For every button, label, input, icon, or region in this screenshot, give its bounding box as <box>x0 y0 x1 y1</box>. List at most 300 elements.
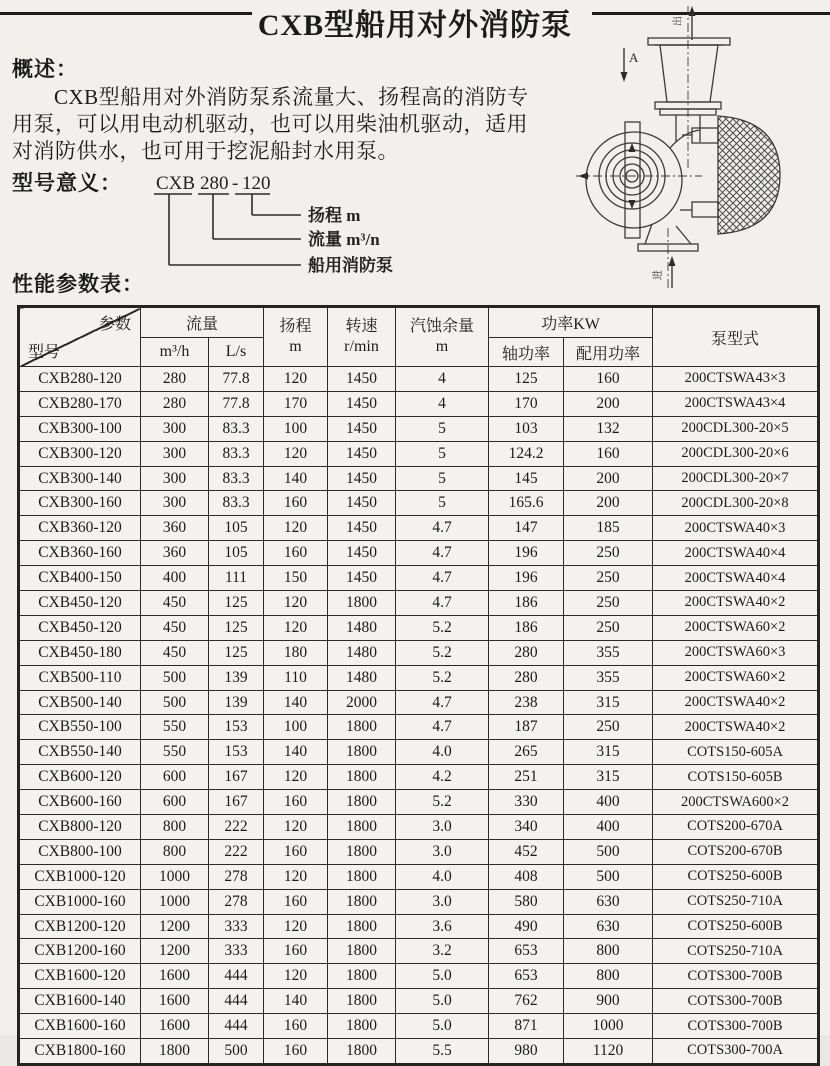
cell-value: 170 <box>264 391 328 416</box>
cell-value: 360 <box>141 516 209 541</box>
cell-value: 4.7 <box>396 516 489 541</box>
cell-value: 186 <box>489 591 564 616</box>
header-npsh <box>396 307 489 367</box>
cell-value: 444 <box>209 1014 264 1039</box>
table-row <box>19 964 819 989</box>
cell-model: CXB300-120 <box>19 441 141 466</box>
cell-value: 200 <box>564 491 653 516</box>
model-code-head: 120 <box>242 173 271 194</box>
cell-pump-type: 200CTSWA43×3 <box>653 367 819 392</box>
overview-line-1: CXB型船用对外消防泵系流量大、扬程高的消防专 <box>54 85 529 109</box>
cell-pump-type: 200CDL300-20×5 <box>653 416 819 441</box>
cell-value: 3.0 <box>396 815 489 840</box>
cell-value: 160 <box>264 889 328 914</box>
cell-value: 145 <box>489 466 564 491</box>
table-row <box>19 765 819 790</box>
cell-value: 5.0 <box>396 989 489 1014</box>
corner-model-label: 型号 <box>28 344 61 361</box>
cell-pump-type: COTS300-700B <box>653 1014 819 1039</box>
cell-value: 630 <box>564 914 653 939</box>
cell-value: 153 <box>209 715 264 740</box>
cell-pump-type: COTS250-710A <box>653 939 819 964</box>
cell-value: 238 <box>489 690 564 715</box>
table-row <box>19 416 819 441</box>
header-npsh-unit: m <box>435 338 449 355</box>
cell-value: 120 <box>264 914 328 939</box>
cell-value: 222 <box>209 815 264 840</box>
cell-value: 160 <box>264 939 328 964</box>
pump-drawing-svg <box>572 0 830 292</box>
cell-value: 1800 <box>328 1014 396 1039</box>
table-row <box>19 541 819 566</box>
cell-value: 103 <box>489 416 564 441</box>
cell-value: 1450 <box>328 391 396 416</box>
cell-value: 1450 <box>328 367 396 392</box>
cell-value: 280 <box>489 665 564 690</box>
cell-value: 1600 <box>141 1014 209 1039</box>
cell-model: CXB1000-120 <box>19 864 141 889</box>
cell-value: 4 <box>396 391 489 416</box>
table-row <box>19 1014 819 1039</box>
cell-model: CXB280-120 <box>19 367 141 392</box>
cell-value: 5.0 <box>396 964 489 989</box>
cell-pump-type: COTS200-670B <box>653 839 819 864</box>
cell-pump-type: 200CTSWA40×3 <box>653 516 819 541</box>
cell-value: 139 <box>209 665 264 690</box>
model-code-dash: - <box>232 173 239 194</box>
cell-value: 300 <box>141 491 209 516</box>
cell-value: 450 <box>141 640 209 665</box>
performance-table <box>17 305 820 1066</box>
cell-value: 1800 <box>328 815 396 840</box>
cell-value: 653 <box>489 964 564 989</box>
cell-value: 2000 <box>328 690 396 715</box>
cell-value: 1800 <box>141 1039 209 1065</box>
cell-value: 160 <box>564 441 653 466</box>
cell-model: CXB550-100 <box>19 715 141 740</box>
cell-pump-type: COTS300-700B <box>653 964 819 989</box>
cell-pump-type: 200CTSWA40×2 <box>653 690 819 715</box>
cell-pump-type: COTS250-600B <box>653 864 819 889</box>
cell-model: CXB300-160 <box>19 491 141 516</box>
cell-value: 3.6 <box>396 914 489 939</box>
cell-model: CXB1600-160 <box>19 1014 141 1039</box>
cell-value: 300 <box>141 441 209 466</box>
header-speed <box>328 307 396 367</box>
cell-value: 5.2 <box>396 665 489 690</box>
cell-value: 4 <box>396 367 489 392</box>
cell-value: 1480 <box>328 665 396 690</box>
cell-value: 5 <box>396 466 489 491</box>
table-row <box>19 367 819 392</box>
cell-value: 160 <box>564 367 653 392</box>
cell-value: 105 <box>209 541 264 566</box>
cell-model: CXB1000-160 <box>19 889 141 914</box>
cell-value: 800 <box>564 964 653 989</box>
cell-value: 167 <box>209 765 264 790</box>
cell-value: 196 <box>489 541 564 566</box>
model-code-flow: 280 <box>200 173 229 194</box>
cell-value: 250 <box>564 615 653 640</box>
cell-value: 340 <box>489 815 564 840</box>
cell-value: 5 <box>396 491 489 516</box>
cell-model: CXB600-160 <box>19 790 141 815</box>
cell-value: 265 <box>489 740 564 765</box>
table-row <box>19 889 819 914</box>
table-body <box>19 367 819 1065</box>
cell-model: CXB800-120 <box>19 815 141 840</box>
cell-model: CXB360-160 <box>19 541 141 566</box>
header-speed-name: 转速 <box>345 318 378 335</box>
header-head <box>264 307 328 367</box>
cell-value: 4.7 <box>396 591 489 616</box>
table-row <box>19 740 819 765</box>
cell-model: CXB500-110 <box>19 665 141 690</box>
cell-value: 1800 <box>328 591 396 616</box>
cell-value: 333 <box>209 939 264 964</box>
cell-pump-type: 200CTSWA600×2 <box>653 790 819 815</box>
cell-value: 444 <box>209 964 264 989</box>
cell-value: 120 <box>264 815 328 840</box>
cell-value: 160 <box>264 1014 328 1039</box>
cell-value: 1800 <box>328 1039 396 1065</box>
cell-value: 5 <box>396 416 489 441</box>
cell-pump-type: 200CTSWA43×4 <box>653 391 819 416</box>
cell-value: 1800 <box>328 964 396 989</box>
cell-value: 140 <box>264 740 328 765</box>
cell-value: 120 <box>264 615 328 640</box>
cell-value: 125 <box>209 591 264 616</box>
cell-value: 800 <box>141 839 209 864</box>
cell-value: 1450 <box>328 441 396 466</box>
cell-value: 3.0 <box>396 889 489 914</box>
header-head-name: 扬程 <box>279 318 312 335</box>
cell-value: 111 <box>209 566 264 591</box>
view-a-label: A <box>629 50 639 65</box>
cell-value: 355 <box>564 665 653 690</box>
cell-value: 5 <box>396 441 489 466</box>
cell-value: 4.2 <box>396 765 489 790</box>
cell-model: CXB1600-120 <box>19 964 141 989</box>
cell-value: 160 <box>264 541 328 566</box>
cell-model: CXB800-100 <box>19 839 141 864</box>
model-label-head: 扬程 m <box>308 206 361 225</box>
cell-model: CXB1200-160 <box>19 939 141 964</box>
cell-pump-type: 200CTSWA60×3 <box>653 640 819 665</box>
cell-pump-type: COTS150-605B <box>653 765 819 790</box>
header-power-shaft: 轴功率 <box>489 338 564 367</box>
table-row <box>19 391 819 416</box>
cell-value: 278 <box>209 889 264 914</box>
page-title: CXB型船用对外消防泵 <box>257 9 573 42</box>
cell-model: CXB280-170 <box>19 391 141 416</box>
cell-value: 250 <box>564 715 653 740</box>
cell-value: 120 <box>264 441 328 466</box>
cell-model: CXB1600-140 <box>19 989 141 1014</box>
cell-value: 330 <box>489 790 564 815</box>
cell-value: 1450 <box>328 466 396 491</box>
cell-value: 4.0 <box>396 864 489 889</box>
header-npsh-name: 汽蚀余量 <box>410 318 475 335</box>
cell-value: 1600 <box>141 964 209 989</box>
cell-value: 900 <box>564 989 653 1014</box>
model-code-prefix: CXB <box>156 173 196 194</box>
cell-value: 5.2 <box>396 640 489 665</box>
table-row <box>19 815 819 840</box>
corner-header <box>19 307 141 367</box>
cell-value: 408 <box>489 864 564 889</box>
cell-value: 147 <box>489 516 564 541</box>
table-row <box>19 1039 819 1065</box>
cell-value: 315 <box>564 765 653 790</box>
cell-value: 200 <box>564 466 653 491</box>
cell-value: 450 <box>141 615 209 640</box>
pump-drawing <box>572 0 830 292</box>
cell-value: 196 <box>489 566 564 591</box>
cell-value: 452 <box>489 839 564 864</box>
cell-value: 160 <box>264 491 328 516</box>
cell-value: 871 <box>489 1014 564 1039</box>
cell-value: 500 <box>564 864 653 889</box>
table-row <box>19 466 819 491</box>
cell-value: 83.3 <box>209 441 264 466</box>
cell-value: 550 <box>141 715 209 740</box>
cell-value: 600 <box>141 765 209 790</box>
cell-pump-type: 200CDL300-20×8 <box>653 491 819 516</box>
cell-value: 1800 <box>328 839 396 864</box>
cell-model: CXB1800-160 <box>19 1039 141 1065</box>
cell-value: 800 <box>141 815 209 840</box>
cell-pump-type: COTS300-700B <box>653 989 819 1014</box>
cell-value: 4.7 <box>396 566 489 591</box>
header-flow-m3h: m³/h <box>141 338 209 367</box>
cell-value: 4.7 <box>396 541 489 566</box>
cell-value: 222 <box>209 839 264 864</box>
cell-value: 200 <box>564 391 653 416</box>
cell-value: 110 <box>264 665 328 690</box>
cell-pump-type: 200CTSWA40×2 <box>653 715 819 740</box>
cell-value: 187 <box>489 715 564 740</box>
cell-value: 800 <box>564 939 653 964</box>
cell-value: 125 <box>489 367 564 392</box>
cell-value: 5.0 <box>396 1014 489 1039</box>
cell-value: 4.0 <box>396 740 489 765</box>
cell-model: CXB360-120 <box>19 516 141 541</box>
cell-value: 280 <box>489 640 564 665</box>
cell-value: 140 <box>264 466 328 491</box>
cell-value: 300 <box>141 466 209 491</box>
cell-value: 1000 <box>141 864 209 889</box>
cell-value: 444 <box>209 989 264 1014</box>
cell-value: 120 <box>264 964 328 989</box>
cell-value: 4.7 <box>396 715 489 740</box>
cell-value: 1450 <box>328 491 396 516</box>
cell-value: 1200 <box>141 914 209 939</box>
cell-value: 1000 <box>564 1014 653 1039</box>
cell-value: 120 <box>264 864 328 889</box>
model-label-flow: 流量 m³/n <box>308 230 380 249</box>
cell-value: 120 <box>264 765 328 790</box>
cell-pump-type: 200CTSWA40×4 <box>653 566 819 591</box>
cell-pump-type: COTS250-710A <box>653 889 819 914</box>
cell-value: 400 <box>564 815 653 840</box>
table-row <box>19 566 819 591</box>
cell-value: 100 <box>264 416 328 441</box>
cell-value: 1800 <box>328 889 396 914</box>
header-flow-group: 流量 <box>141 307 264 338</box>
table-row <box>19 715 819 740</box>
cell-value: 400 <box>564 790 653 815</box>
cell-value: 360 <box>141 541 209 566</box>
cell-model: CXB450-180 <box>19 640 141 665</box>
table-row <box>19 839 819 864</box>
outlet-label: 出 <box>673 16 684 26</box>
cell-value: 333 <box>209 914 264 939</box>
cell-value: 1120 <box>564 1039 653 1065</box>
cell-value: 124.2 <box>489 441 564 466</box>
cell-value: 160 <box>264 839 328 864</box>
cell-value: 1800 <box>328 864 396 889</box>
cell-value: 1200 <box>141 939 209 964</box>
cell-value: 250 <box>564 566 653 591</box>
table-row <box>19 615 819 640</box>
cell-value: 400 <box>141 566 209 591</box>
header-pump-type: 泵型式 <box>653 307 819 367</box>
cell-value: 630 <box>564 889 653 914</box>
cell-value: 77.8 <box>209 367 264 392</box>
cell-model: CXB550-140 <box>19 740 141 765</box>
cell-value: 170 <box>489 391 564 416</box>
cell-value: 280 <box>141 391 209 416</box>
cell-value: 1800 <box>328 765 396 790</box>
model-label-pump: 船用消防泵 <box>308 256 393 275</box>
cell-model: CXB300-140 <box>19 466 141 491</box>
cell-value: 1450 <box>328 416 396 441</box>
cell-value: 140 <box>264 989 328 1014</box>
cell-value: 132 <box>564 416 653 441</box>
model-meaning-heading: 型号意义： <box>12 171 122 195</box>
cell-value: 120 <box>264 591 328 616</box>
table-row <box>19 516 819 541</box>
inlet-label: 进 <box>653 270 664 280</box>
cell-value: 165.6 <box>489 491 564 516</box>
cell-value: 4.7 <box>396 690 489 715</box>
cell-value: 120 <box>264 367 328 392</box>
cell-value: 500 <box>564 839 653 864</box>
cell-value: 186 <box>489 615 564 640</box>
cell-model: CXB400-150 <box>19 566 141 591</box>
cell-value: 1450 <box>328 516 396 541</box>
cell-value: 5.5 <box>396 1039 489 1065</box>
cell-pump-type: 200CDL300-20×7 <box>653 466 819 491</box>
header-power-rated: 配用功率 <box>564 338 653 367</box>
cell-value: 160 <box>264 790 328 815</box>
cell-value: 1800 <box>328 790 396 815</box>
model-meaning-diagram <box>138 168 438 276</box>
cell-value: 600 <box>141 790 209 815</box>
overview-line-3: 对消防供水，也可用于挖泥船封水用泵。 <box>12 139 399 163</box>
cell-value: 125 <box>209 640 264 665</box>
cell-value: 251 <box>489 765 564 790</box>
cell-value: 550 <box>141 740 209 765</box>
cell-value: 3.2 <box>396 939 489 964</box>
cell-value: 83.3 <box>209 491 264 516</box>
cell-value: 140 <box>264 690 328 715</box>
cell-value: 105 <box>209 516 264 541</box>
table-row <box>19 640 819 665</box>
cell-value: 1000 <box>141 889 209 914</box>
cell-value: 250 <box>564 541 653 566</box>
cell-value: 500 <box>141 665 209 690</box>
cell-value: 1450 <box>328 566 396 591</box>
cell-model: CXB1200-120 <box>19 914 141 939</box>
cell-value: 1450 <box>328 541 396 566</box>
cell-value: 300 <box>141 416 209 441</box>
cell-value: 125 <box>209 615 264 640</box>
corner-param-label: 参数 <box>98 316 131 333</box>
overview-line-2: 用泵，可以用电动机驱动，也可以用柴油机驱动，适用 <box>12 112 528 136</box>
cell-value: 3.0 <box>396 839 489 864</box>
cell-pump-type: COTS200-670A <box>653 815 819 840</box>
header-flow-ls: L/s <box>209 338 264 367</box>
overview-paragraph <box>12 84 578 165</box>
cell-value: 160 <box>264 1039 328 1065</box>
table-row <box>19 790 819 815</box>
cell-value: 83.3 <box>209 416 264 441</box>
overview-heading: 概述： <box>12 57 78 81</box>
table-row <box>19 914 819 939</box>
cell-value: 1800 <box>328 740 396 765</box>
cell-value: 1800 <box>328 939 396 964</box>
cell-value: 980 <box>489 1039 564 1065</box>
cell-value: 1800 <box>328 715 396 740</box>
cell-value: 500 <box>209 1039 264 1065</box>
cell-value: 167 <box>209 790 264 815</box>
cell-value: 280 <box>141 367 209 392</box>
cell-pump-type: 200CTSWA60×2 <box>653 665 819 690</box>
table-row <box>19 491 819 516</box>
cell-value: 500 <box>141 690 209 715</box>
cell-value: 250 <box>564 591 653 616</box>
cell-value: 278 <box>209 864 264 889</box>
cell-pump-type: 200CTSWA60×2 <box>653 615 819 640</box>
table-row <box>19 441 819 466</box>
header-speed-unit: r/min <box>344 338 379 355</box>
cell-value: 120 <box>264 516 328 541</box>
cell-value: 1800 <box>328 989 396 1014</box>
cell-value: 185 <box>564 516 653 541</box>
cell-value: 83.3 <box>209 466 264 491</box>
cell-model: CXB450-120 <box>19 591 141 616</box>
cell-value: 180 <box>264 640 328 665</box>
table-row <box>19 864 819 889</box>
cell-value: 315 <box>564 740 653 765</box>
cell-value: 580 <box>489 889 564 914</box>
cell-value: 490 <box>489 914 564 939</box>
cell-value: 153 <box>209 740 264 765</box>
table-row <box>19 989 819 1014</box>
cell-pump-type: COTS300-700A <box>653 1039 819 1065</box>
cell-value: 77.8 <box>209 391 264 416</box>
cell-model: CXB600-120 <box>19 765 141 790</box>
cell-pump-type: 200CDL300-20×6 <box>653 441 819 466</box>
performance-table-heading: 性能参数表： <box>12 272 144 296</box>
table-row <box>19 690 819 715</box>
cell-value: 1800 <box>328 914 396 939</box>
table-row <box>19 939 819 964</box>
cell-value: 450 <box>141 591 209 616</box>
cell-value: 139 <box>209 690 264 715</box>
